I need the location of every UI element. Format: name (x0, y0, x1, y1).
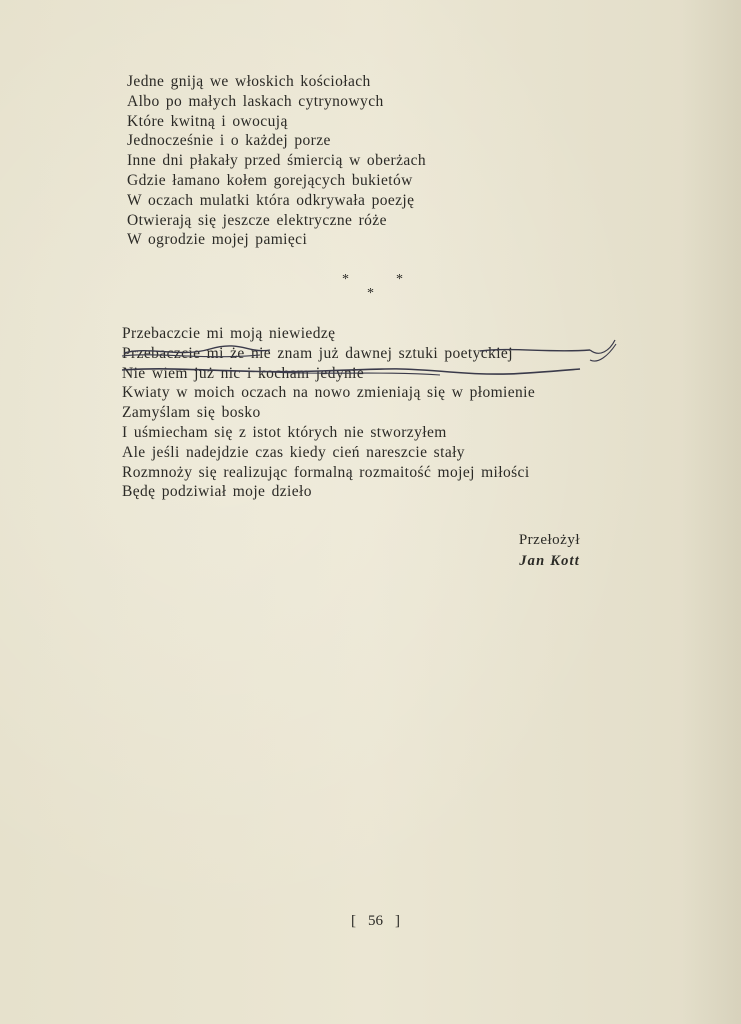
translator-name: Jan Kott (519, 553, 580, 569)
bracket-close: ] (395, 913, 400, 929)
poem-line-struck: Przebaczcie mi że nie znam już dawnej sztuki poetyckiej (122, 344, 513, 362)
poem-line: Będę podziwiał moje dzieło (122, 483, 312, 501)
bracket-open: [ (351, 913, 356, 929)
poem-line: Inne dni płakały przed śmiercią w oberżach (127, 152, 427, 170)
poem-line: Albo po małych laskach cytrynowych (127, 92, 384, 110)
asterisk: * (367, 286, 374, 301)
poem-line: Jednocześnie i o każdej porze (127, 132, 331, 150)
asterisk: * (342, 272, 349, 287)
stanza-2 (122, 324, 642, 502)
poem-line: W oczach mulatki która odkrywała poezję (127, 191, 415, 209)
poem-line: Które kwitną i owocują (127, 112, 288, 130)
poem-line: I uśmiecham się z istot których nie stworzyłem (122, 423, 447, 441)
poem-line: Rozmnoży się realizując formalną rozmaitość mojej miłości (122, 463, 530, 481)
asterisk: * (396, 272, 403, 287)
poem-line: Przebaczcie mi moją niewiedzę (122, 325, 336, 342)
stanza-1 (127, 72, 647, 250)
page-edge-shadow (681, 0, 741, 1024)
poem-line: Zamyślam się bosko (122, 404, 261, 422)
poem-line: W ogrodzie mojej pamięci (127, 231, 308, 249)
poem-line: Jedne gniją we włoskich kościołach (127, 73, 371, 90)
poem-line: Otwierają się jeszcze elektryczne róże (127, 211, 387, 229)
section-separator (330, 272, 420, 312)
translator-label: Przełożył (518, 532, 580, 548)
poem-line: Ale jeśli nadejdzie czas kiedy cień nareszcie stały (122, 443, 465, 461)
poem-line: Gdzie łamano kołem gorejących bukietów (127, 171, 413, 189)
page-number (0, 913, 741, 930)
poem-line: Kwiaty w moich oczach na nowo zmieniają się w płomienie (122, 384, 536, 402)
page-number-value: 56 (368, 913, 383, 929)
poem-line-struck: Nie wiem już nic i kocham jedynie (122, 364, 365, 382)
translator-credit (519, 530, 580, 572)
